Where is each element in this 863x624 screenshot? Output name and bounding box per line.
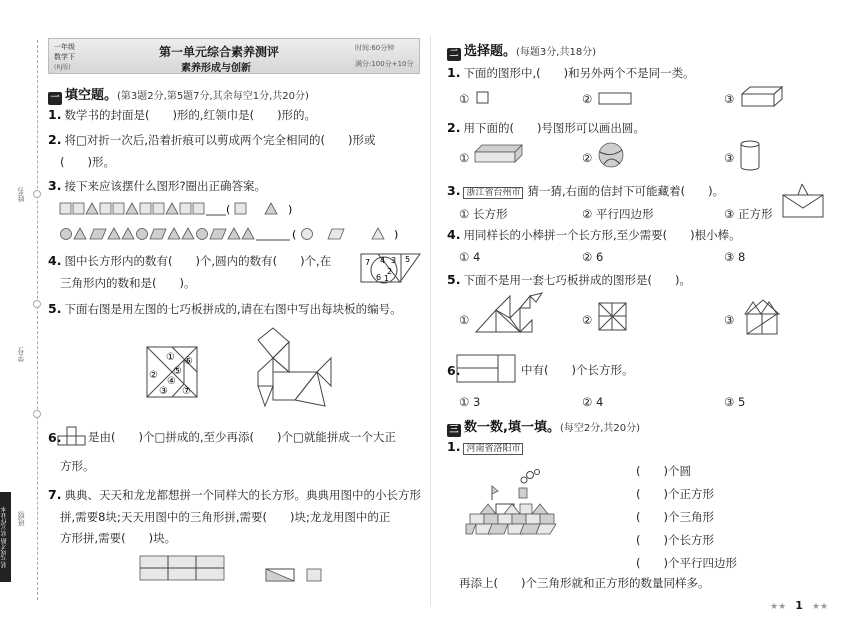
section1-number: 一 xyxy=(48,92,62,105)
tangram-label: ⑦ xyxy=(182,386,191,397)
region-number: 2 xyxy=(387,267,393,276)
tangram-swan xyxy=(474,292,544,336)
count-circles[interactable]: ( )个圆 xyxy=(636,464,691,478)
s2-q6: 6. xyxy=(447,363,461,378)
pattern-row-1 xyxy=(60,200,300,218)
page-footer xyxy=(770,594,828,613)
s1-q1: 1. 数学书的封面是( )形的,红领巾是( )形的。 xyxy=(48,107,317,122)
binding-line xyxy=(37,40,38,600)
s2-q5-opt2[interactable]: ② xyxy=(582,313,593,327)
s1-q4-line2: 三角形内的数和是( )。 xyxy=(60,276,196,290)
name-label: 姓名: xyxy=(17,186,25,203)
long-rectangle xyxy=(598,92,634,106)
s2-q4-opt2[interactable]: ② 6 xyxy=(582,250,604,264)
s2-q4-opt3[interactable]: ③ 8 xyxy=(724,250,746,264)
count-parallelograms[interactable]: ( )个平行四边形 xyxy=(636,556,737,570)
binding-hole-1 xyxy=(33,190,41,198)
tangram-label: ⑥ xyxy=(184,356,193,367)
count-triangles[interactable]: ( )个三角形 xyxy=(636,510,714,524)
section3-note: (每空2分,共20分) xyxy=(559,423,641,434)
page-subtitle: 素养形成与创新 xyxy=(181,63,251,74)
star-icon: ★★ xyxy=(811,602,829,612)
tangram-label: ① xyxy=(166,352,175,363)
brand-strip: 状元成才路 状元作业本 xyxy=(0,492,11,582)
region-number: 1 xyxy=(384,274,390,283)
cuboid xyxy=(741,86,783,108)
s2-q1-opt1[interactable]: ① xyxy=(459,92,470,106)
section3-title: 数一数,填一填。 xyxy=(464,420,560,435)
tangram-label: ③ xyxy=(159,386,168,397)
section3-heading xyxy=(447,416,640,437)
page-number: 1 xyxy=(795,599,803,612)
grade-label: 一年级 xyxy=(54,43,75,51)
s2-q3: 3. 浙江省台州市 猜一猜,右面的信封下可能藏着( )。 xyxy=(447,183,725,198)
cylinder xyxy=(740,140,762,172)
tangram-label: ② xyxy=(149,370,158,381)
pattern-row-2 xyxy=(60,225,400,243)
page-title: 第一单元综合素养测评 xyxy=(159,45,280,59)
section3-number: 三 xyxy=(447,424,461,437)
subject-label: 数学下 xyxy=(54,53,75,61)
s1-q6-text: 是由( )个□拼成的,至少再添( )个□就能拼成一个大正 xyxy=(88,430,396,444)
tangram-label: ⑤ xyxy=(173,366,182,377)
rectangle-grid xyxy=(140,556,230,582)
s1-q3: 3. 接下来应该摆什么图形?圈出正确答案。 xyxy=(48,178,267,193)
region-number: 7 xyxy=(365,258,371,267)
s2-q2-opt2[interactable]: ② xyxy=(582,151,593,165)
section2-number: 二 xyxy=(447,48,461,61)
section2-heading xyxy=(447,40,596,61)
s2-q6-opt3[interactable]: ③ 5 xyxy=(724,395,746,409)
section1-title: 填空题。 xyxy=(65,88,118,103)
s2-q1-opt2[interactable]: ② xyxy=(582,92,593,106)
s1-q6-line2: 方形。 xyxy=(60,459,95,473)
tangram-animal xyxy=(255,328,335,408)
s2-q2-opt3[interactable]: ③ xyxy=(724,151,735,165)
tangram-label: ④ xyxy=(167,376,176,387)
s2-q5-opt1[interactable]: ① xyxy=(459,313,470,327)
ball-icon xyxy=(598,142,626,170)
count-rectangles[interactable]: ( )个长方形 xyxy=(636,533,714,547)
s2-q6-opt1[interactable]: ① 3 xyxy=(459,395,481,409)
s3-q1-last: 再添上( )个三角形就和正方形的数量同样多。 xyxy=(459,576,710,590)
square-piece xyxy=(307,569,325,583)
edition-label: (RJ版) xyxy=(54,64,71,71)
s2-q4: 4. 用同样长的小棒拼一个长方形,至少需要( )根小棒。 xyxy=(447,227,741,242)
s2-q5: 5. 下面不是用一套七巧板拼成的图形是( )。 xyxy=(447,272,691,287)
small-square xyxy=(476,91,490,105)
s2-q3-opt1[interactable]: ① 长方形 xyxy=(459,207,508,221)
s2-q6-opt2[interactable]: ② 4 xyxy=(582,395,604,409)
region-number: 5 xyxy=(405,255,411,264)
s2-q1: 1. 下面的图形中,( )和另外两个不是同一类。 xyxy=(447,65,695,80)
tangram-house xyxy=(741,298,785,338)
class-label: 班级: xyxy=(17,510,25,527)
divided-rectangle xyxy=(456,354,518,384)
s2-q1-opt3[interactable]: ③ xyxy=(724,92,735,106)
s1-q7-line3: 方形拼,需要( )块。 xyxy=(60,531,177,545)
s1-q2-line2: ( )形。 xyxy=(60,155,115,169)
time-limit: 时间:60分钟 xyxy=(355,44,395,52)
s1-q7: 7. 典典、天天和龙龙都想拼一个同样大的长方形。典典用图中的小长方形 xyxy=(48,487,421,502)
region-number: 3 xyxy=(391,256,397,265)
count-squares[interactable]: ( )个正方形 xyxy=(636,487,714,501)
tangram-windmill xyxy=(598,302,628,332)
school-label: 学号: xyxy=(17,346,25,363)
s2-q2-opt1[interactable]: ① xyxy=(459,151,470,165)
tangram-square xyxy=(146,346,198,398)
s1-q4: 4. 图中长方形内的数有( )个,圆内的数有( )个,在 xyxy=(48,253,332,268)
svg-text:(: ( xyxy=(226,203,231,216)
svg-text:): ) xyxy=(394,228,399,241)
region-stamp: 浙江省台州市 xyxy=(463,187,523,199)
page-divider xyxy=(430,36,431,606)
star-icon: ★★ xyxy=(770,602,787,612)
s1-q6: 6. xyxy=(48,430,62,445)
s1-q2: 2. 将□对折一次后,沿着折痕可以剪成两个完全相同的( )形或 xyxy=(48,132,376,147)
s2-q5-opt3[interactable]: ③ xyxy=(724,313,735,327)
s1-q5: 5. 下面右图是用左图的七巧板拼成的,请在右图中写出每块板的编号。 xyxy=(48,301,402,316)
s2-q3-opt2[interactable]: ② 平行四边形 xyxy=(582,207,654,221)
svg-text:): ) xyxy=(288,203,293,216)
region-number: 6 xyxy=(376,273,382,282)
region-stamp: 河南省洛阳市 xyxy=(463,443,523,455)
s2-q4-opt1[interactable]: ① 4 xyxy=(459,250,481,264)
section1-heading xyxy=(48,84,309,105)
s1-q7-line2: 拼,需要8块;天天用图中的三角形拼,需要( )块;龙龙用图中的正 xyxy=(60,510,391,524)
envelope-icon xyxy=(782,183,826,219)
full-score: 满分:100分+10分 xyxy=(355,60,414,68)
section2-title: 选择题。 xyxy=(464,44,517,59)
s2-q6-text: 中有( )个长方形。 xyxy=(521,363,634,377)
boat-picture xyxy=(464,470,560,548)
s3-q1: 1. 河南省洛阳市 xyxy=(447,440,523,455)
header-banner xyxy=(48,38,420,74)
region-number: 4 xyxy=(380,256,386,265)
thin-slab xyxy=(474,144,524,166)
s2-q2: 2. 用下面的( )号图形可以画出圆。 xyxy=(447,120,645,135)
binding-hole-3 xyxy=(33,410,41,418)
svg-text:(: ( xyxy=(292,228,297,241)
section1-note: (第3题2分,第5题7分,其余每空1分,共20分) xyxy=(117,91,309,102)
section2-note: (每题3分,共18分) xyxy=(516,47,597,58)
square-cluster xyxy=(58,424,86,448)
triangle-piece xyxy=(266,569,296,583)
binding-hole-2 xyxy=(33,300,41,308)
region-figure xyxy=(360,250,422,286)
s2-q3-opt3[interactable]: ③ 正方形 xyxy=(724,207,773,221)
